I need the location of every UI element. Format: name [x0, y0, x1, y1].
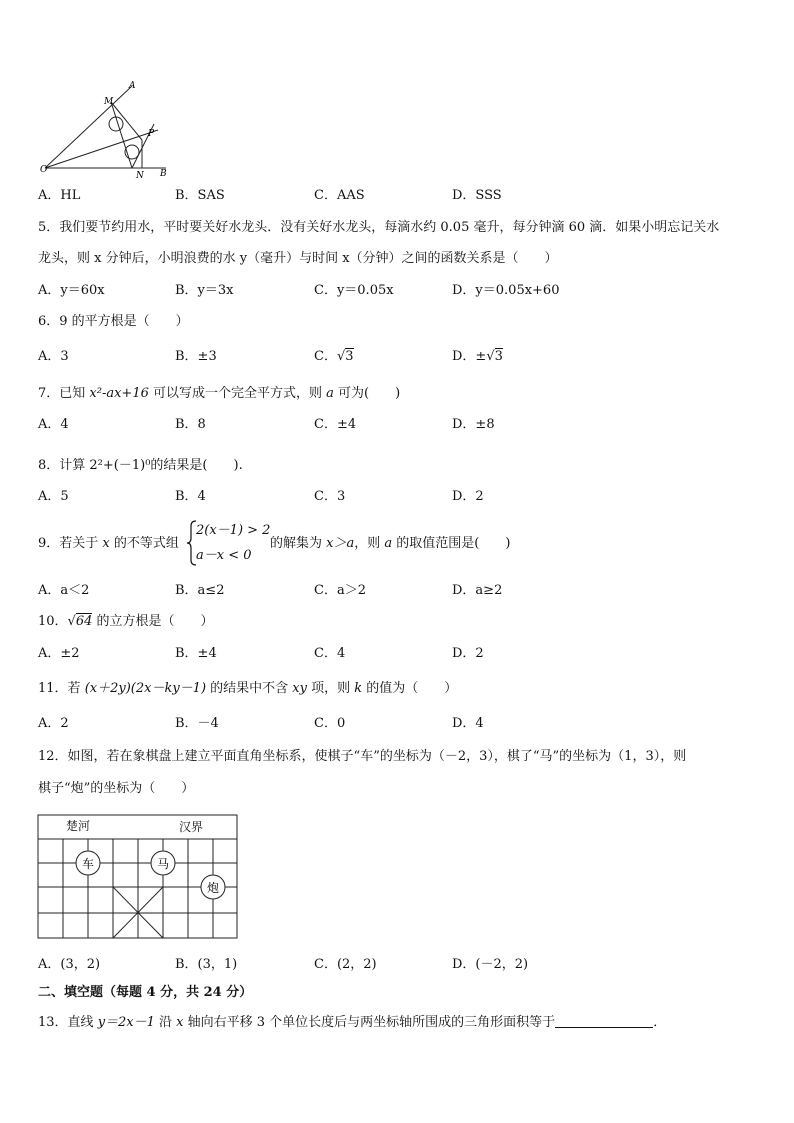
q4-option-b: B．SAS [175, 188, 225, 203]
q4-option-c: C．AAS [314, 188, 365, 203]
sqrt-symbol: √ [336, 349, 346, 364]
q7-expression: x²-ax+16 [89, 386, 149, 401]
q9-after: 的解集为 [270, 536, 327, 551]
section-title-fill-in: 二、填空题（每题 4 分，共 24 分） [38, 985, 253, 1000]
q9-stem-prefix [38, 536, 179, 552]
q9-mid: 的不等式组 [109, 536, 179, 551]
q9-after2: ，则 [354, 536, 385, 551]
piece-ma-label: 马 [156, 857, 170, 871]
q12-option-c: C．(2，2) [314, 957, 377, 972]
q6-option-d-label: D．± [452, 349, 487, 364]
q5-option-d: D．y＝0.05x+60 [452, 283, 560, 298]
q4-option-a: A．HL [38, 188, 81, 203]
label-P: P [148, 129, 155, 139]
sqrt-symbol: √ [67, 614, 76, 629]
q6-stem: 6．9 的平方根是（ ） [38, 314, 189, 329]
q9-var-x: x [102, 536, 110, 551]
piece-pao [201, 875, 225, 899]
q7-stem [38, 386, 400, 402]
q8-prefix: 8．计算 [38, 458, 90, 473]
q11-suffix: 的值为（ ） [362, 681, 458, 696]
q11-option-c: C．0 [314, 716, 346, 731]
board-label-chuhe: 楚河 [66, 819, 91, 833]
q13-suffix: 轴向右平移 3 个单位长度后与两坐标轴所围成的三角形面积等于 [183, 1015, 556, 1030]
q10-prefix: 10． [38, 614, 68, 629]
q11-stem [38, 681, 457, 697]
q8-option-d: D．2 [452, 489, 484, 504]
q6-option-d-radicand: 3 [494, 349, 503, 364]
q10-stem [38, 614, 214, 630]
q9-suffix: 的取值范围是( ) [392, 536, 511, 551]
piece-pao-label: 炮 [206, 881, 220, 895]
q9-option-a: A．a＜2 [38, 583, 90, 598]
piece-che-label: 车 [81, 857, 95, 871]
q13-axis: x [176, 1015, 184, 1030]
q7-suffix: 可为( ) [333, 386, 401, 401]
q9-inequality-1: 2(x－1) > 2 [196, 523, 271, 538]
q5-option-b: B．y＝3x [175, 283, 234, 298]
q5-option-c: C．y＝0.05x [314, 283, 394, 298]
q9-inequality-2: a－x < 0 [196, 548, 252, 563]
label-N: N [136, 171, 144, 180]
q12-option-b: B．(3，1) [175, 957, 238, 972]
sqrt-symbol: √ [486, 349, 495, 364]
piece-che [76, 851, 100, 875]
q10-suffix: 的立方根是（ ） [92, 614, 214, 629]
q8-stem [38, 458, 243, 474]
q7-option-a: A．4 [38, 417, 69, 432]
q5-stem-line2: 龙头，则 x 分钟后，小明浪费的水 y（毫升）与时间 x（分钟）之间的函数关系是（ ） [38, 251, 558, 266]
q7-mid: 可以写成一个完全平方式，则 [148, 386, 327, 401]
q7-prefix: 7．已知 [38, 386, 90, 401]
q6-option-d [452, 349, 503, 365]
label-M: M [104, 97, 114, 107]
q6-option-c-radicand: 3 [345, 349, 354, 364]
q8-suffix: 的结果是( ). [150, 458, 243, 473]
q8-option-b: B．4 [175, 489, 206, 504]
q4-option-d: D．SSS [452, 188, 502, 203]
q8-expression: 2²+(－1)⁰ [89, 458, 151, 473]
q13-stem [38, 1015, 666, 1031]
q5-stem-line1: 5．我们要节约用水，平时要关好水龙头．没有关好水龙头，每滴水约 0.05 毫升，每分钟滴 60 滴．如果小明忘记关水 [38, 220, 720, 235]
q12-stem-line1: 12．如图，若在象棋盘上建立平面直角坐标系，使棋子“车”的坐标为（－2，3），棋了“马”的坐标为（1，3），则 [38, 749, 687, 764]
q8-option-a: A．5 [38, 489, 69, 504]
q10-option-a: A．±2 [38, 646, 80, 661]
q12-option-a: A．(3，2) [38, 957, 101, 972]
answer-blank[interactable] [555, 1015, 653, 1028]
label-B: B [160, 169, 167, 179]
label-O: O [40, 165, 48, 175]
q9-condition: x＞a [326, 536, 355, 551]
q13-mid: 沿 [154, 1015, 177, 1030]
q10-option-b: B．±4 [175, 646, 217, 661]
q9-stem-suffix [270, 536, 510, 552]
q8-option-c: C．3 [314, 489, 346, 504]
q5-option-a: A．y＝60x [38, 283, 105, 298]
q11-option-a: A．2 [38, 716, 69, 731]
board-label-hanjie: 汉界 [179, 820, 204, 834]
q11-term: xy [292, 681, 307, 696]
q13-prefix: 13．直线 [38, 1015, 98, 1030]
q10-option-d: D．2 [452, 646, 484, 661]
q6-option-b: B．±3 [175, 349, 217, 364]
q13-expression: y＝2x－1 [97, 1015, 155, 1030]
q11-mid: 的结果中不含 [206, 681, 293, 696]
q11-expression: (x＋2y)(2x－ky－1) [84, 681, 207, 696]
q12-option-d: D．(－2，2) [452, 957, 529, 972]
q12-stem-line2: 棋子“炮”的坐标为（ ） [38, 781, 195, 796]
q9-option-d: D．a≥2 [452, 583, 503, 598]
q7-var: a [326, 386, 334, 401]
q11-var: k [354, 681, 363, 696]
q6-option-c [314, 349, 354, 365]
q9-var-a: a [384, 536, 393, 551]
angle-bisector-figure [36, 78, 176, 180]
q9-prefix: 9．若关于 [38, 536, 103, 551]
q10-option-c: C．4 [314, 646, 346, 661]
q11-mid2: 项，则 [306, 681, 355, 696]
q7-option-c: C．±4 [314, 417, 357, 432]
q11-option-d: D．4 [452, 716, 484, 731]
piece-ma [151, 851, 175, 875]
q9-option-c: C．a＞2 [314, 583, 366, 598]
q7-option-b: B．8 [175, 417, 206, 432]
q10-radicand: 64 [75, 614, 93, 629]
q11-prefix: 11．若 [38, 681, 85, 696]
q7-option-d: D．±8 [452, 417, 495, 432]
q9-option-b: B．a≤2 [175, 583, 225, 598]
q6-option-a: A．3 [38, 349, 69, 364]
q13-end: ． [653, 1015, 667, 1030]
label-A: A [129, 81, 136, 91]
q6-option-c-label: C． [314, 349, 337, 364]
q11-option-b: B．－4 [175, 716, 219, 731]
